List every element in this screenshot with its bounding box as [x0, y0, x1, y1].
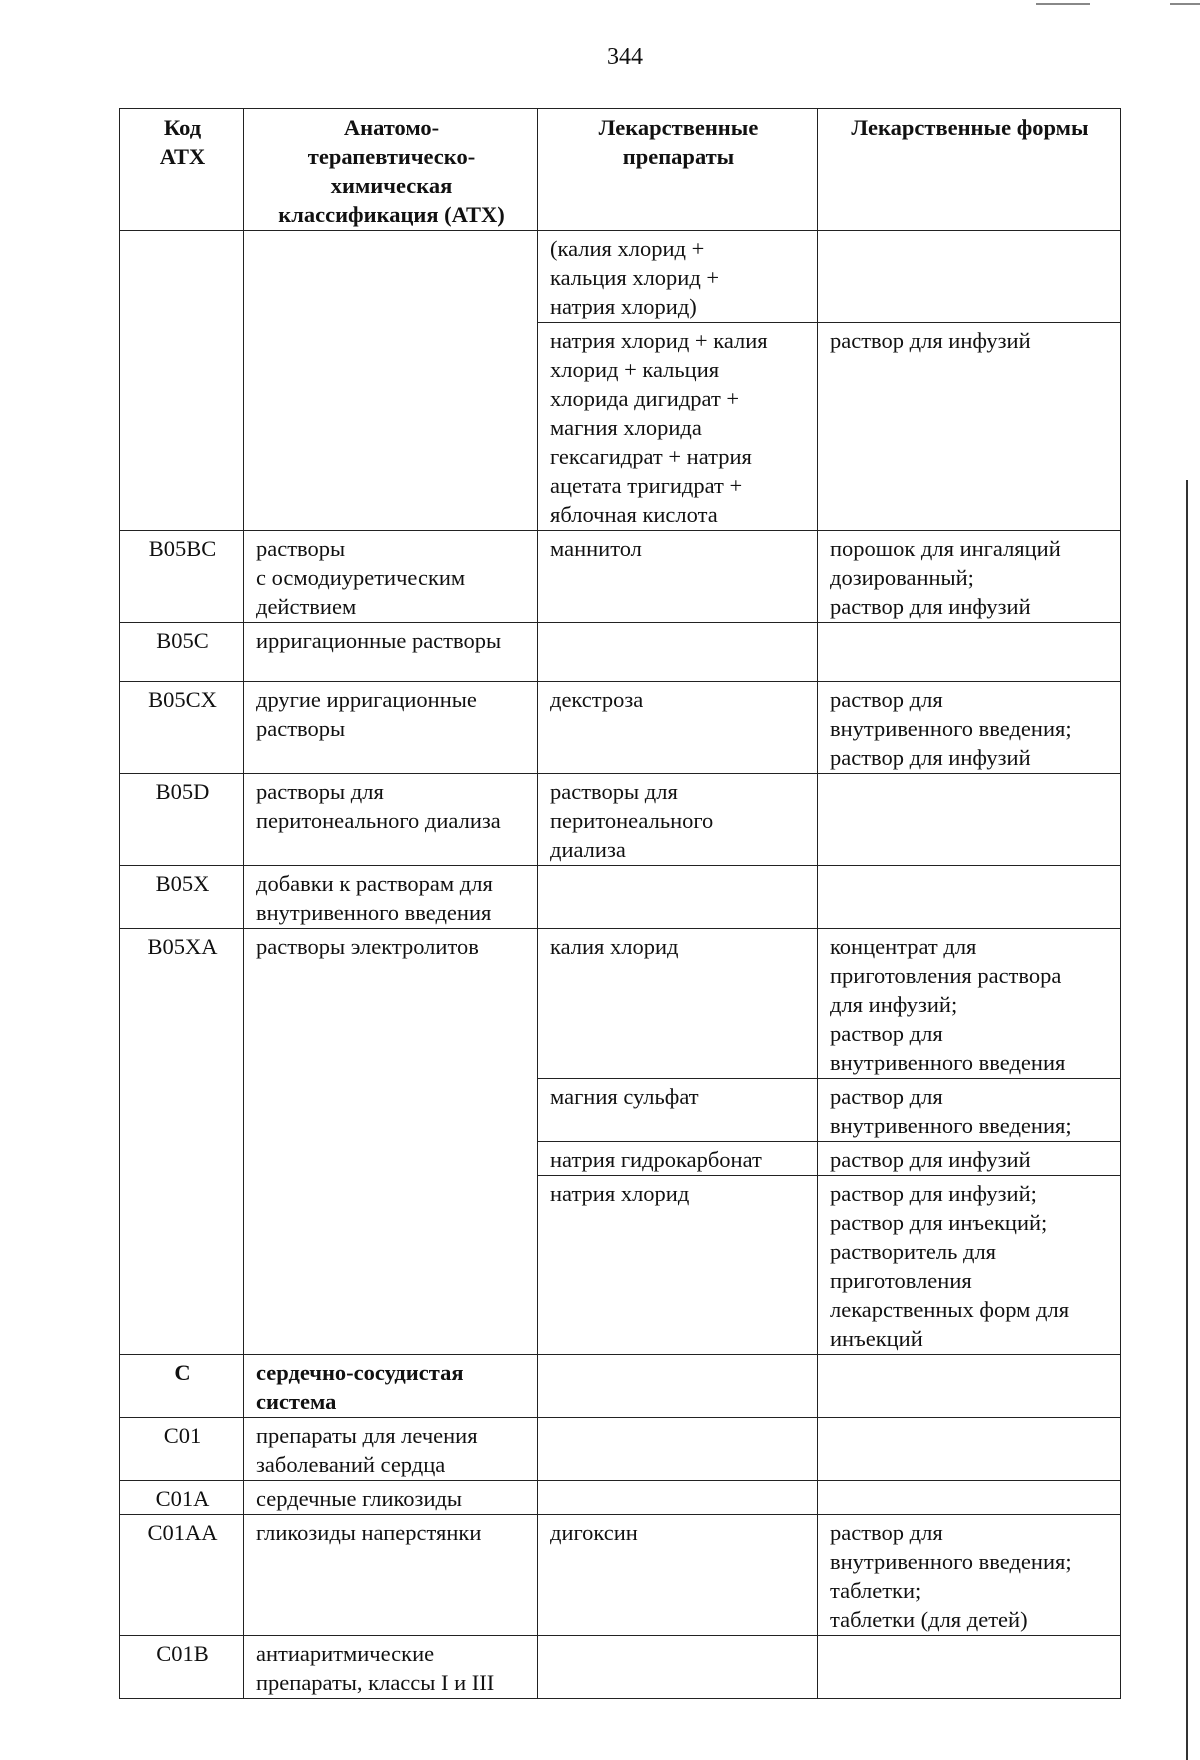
- dosage-form-cell: [818, 866, 1121, 929]
- table-row: [120, 774, 1121, 866]
- atc-name-cell: сердечно-сосудистая система: [244, 1355, 538, 1418]
- atc-name-cell: антиаритмические препараты, классы I и III: [244, 1636, 538, 1699]
- drug-cell: [538, 1355, 818, 1418]
- dosage-form-cell: раствор для инфузий: [818, 1142, 1121, 1176]
- drug-cell: [538, 623, 818, 682]
- atc-name-cell: сердечные гликозиды: [244, 1481, 538, 1515]
- atc-code-cell: C01A: [120, 1481, 244, 1515]
- dosage-form-cell: [818, 1636, 1121, 1699]
- atc-name-cell: [244, 231, 538, 531]
- drug-cell: [538, 1636, 818, 1699]
- dosage-form-cell: раствор для внутривенного введения; таблетки; таблетки (для детей): [818, 1515, 1121, 1636]
- dosage-form-cell: [818, 774, 1121, 866]
- atc-classification-table: [119, 108, 1121, 1699]
- atc-code-cell: C01: [120, 1418, 244, 1481]
- dosage-form-cell: концентрат для приготовления раствора для инфузий; раствор для внутривенного введения: [818, 929, 1121, 1079]
- dosage-form-cell: [818, 1481, 1121, 1515]
- drug-cell: [538, 866, 818, 929]
- table-row: [120, 1515, 1121, 1636]
- drug-cell: декстроза: [538, 682, 818, 774]
- atc-code-cell: [120, 231, 244, 531]
- header-atc-code: Код АТХ: [120, 109, 244, 231]
- table-header-row: [120, 109, 1121, 231]
- dosage-form-cell: порошок для ингаляций дозированный; раствор для инфузий: [818, 531, 1121, 623]
- header-medicines: Лекарственные препараты: [538, 109, 818, 231]
- table-row: [120, 1355, 1121, 1418]
- atc-name-cell: растворы электролитов: [244, 929, 538, 1355]
- header-dosage-forms: Лекарственные формы: [818, 109, 1121, 231]
- scan-artifact-mark: [1170, 3, 1200, 5]
- table-row: [120, 623, 1121, 682]
- atc-code-cell: B05BC: [120, 531, 244, 623]
- atc-code-cell: B05CX: [120, 682, 244, 774]
- drug-cell: растворы для перитонеального диализа: [538, 774, 818, 866]
- atc-code-cell: B05X: [120, 866, 244, 929]
- scan-border-line: [1186, 480, 1188, 1760]
- dosage-form-cell: [818, 1418, 1121, 1481]
- atc-name-cell: растворы с осмодиуретическим действием: [244, 531, 538, 623]
- drug-cell: дигоксин: [538, 1515, 818, 1636]
- atc-code-cell: C01AA: [120, 1515, 244, 1636]
- dosage-form-cell: раствор для инфузий: [818, 323, 1121, 531]
- atc-code-cell: B05D: [120, 774, 244, 866]
- dosage-form-cell: [818, 1355, 1121, 1418]
- atc-name-cell: добавки к растворам для внутривенного введения: [244, 866, 538, 929]
- atc-name-cell: препараты для лечения заболеваний сердца: [244, 1418, 538, 1481]
- drug-cell: [538, 1481, 818, 1515]
- dosage-form-cell: раствор для внутривенного введения; раствор для инфузий: [818, 682, 1121, 774]
- header-atc-classification: Анатомо- терапевтическо- химическая классификация (АТХ): [244, 109, 538, 231]
- drug-cell: натрия хлорид: [538, 1176, 818, 1355]
- scan-artifact-mark: [1036, 3, 1090, 5]
- atc-name-cell: другие ирригационные растворы: [244, 682, 538, 774]
- table-row: [120, 231, 1121, 323]
- drug-cell: (калия хлорид + кальция хлорид + натрия хлорид): [538, 231, 818, 323]
- atc-name-cell: ирригационные растворы: [244, 623, 538, 682]
- atc-name-cell: гликозиды наперстянки: [244, 1515, 538, 1636]
- drug-cell: калия хлорид: [538, 929, 818, 1079]
- atc-code-cell: C: [120, 1355, 244, 1418]
- drug-cell: маннитол: [538, 531, 818, 623]
- drug-cell: натрия хлорид + калия хлорид + кальция хлорида дигидрат + магния хлорида гексагидрат + натрия ацетата тригидрат + яблочная кислота: [538, 323, 818, 531]
- dosage-form-cell: раствор для внутривенного введения;: [818, 1079, 1121, 1142]
- table-row: [120, 929, 1121, 1079]
- table-row: [120, 531, 1121, 623]
- atc-code-cell: B05XA: [120, 929, 244, 1355]
- page-number: 344: [607, 44, 643, 70]
- atc-code-cell: C01B: [120, 1636, 244, 1699]
- table-row: [120, 866, 1121, 929]
- table-row: [120, 1636, 1121, 1699]
- atc-name-cell: растворы для перитонеального диализа: [244, 774, 538, 866]
- drug-cell: магния сульфат: [538, 1079, 818, 1142]
- table-row: [120, 682, 1121, 774]
- dosage-form-cell: раствор для инфузий; раствор для инъекций; растворитель для приготовления лекарственных форм для инъекций: [818, 1176, 1121, 1355]
- table-row: [120, 1418, 1121, 1481]
- atc-code-cell: B05C: [120, 623, 244, 682]
- drug-cell: [538, 1418, 818, 1481]
- dosage-form-cell: [818, 231, 1121, 323]
- drug-cell: натрия гидрокарбонат: [538, 1142, 818, 1176]
- dosage-form-cell: [818, 623, 1121, 682]
- table-row: [120, 1481, 1121, 1515]
